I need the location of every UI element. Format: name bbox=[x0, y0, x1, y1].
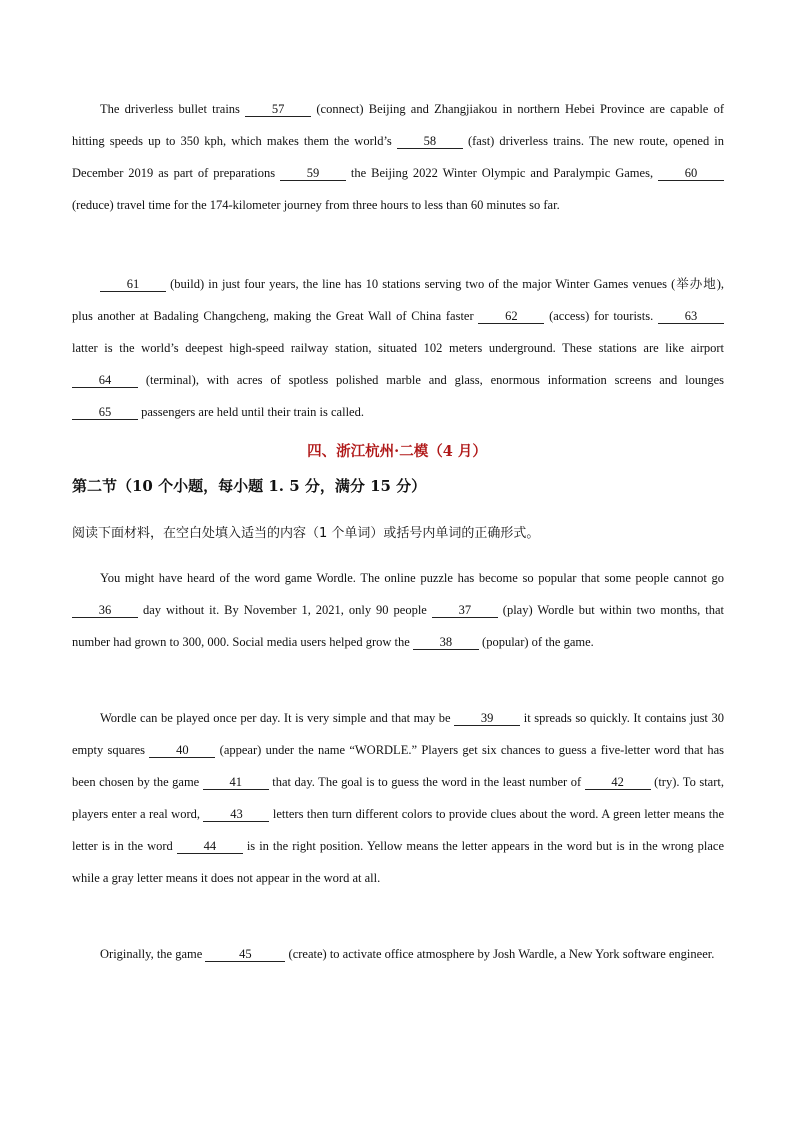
blank-58[interactable]: 58 bbox=[397, 134, 463, 149]
blank-65[interactable]: 65 bbox=[72, 405, 138, 420]
text-run: Originally, the game bbox=[100, 947, 206, 961]
blank-61[interactable]: 61 bbox=[100, 277, 166, 292]
blank-38[interactable]: 38 bbox=[413, 635, 479, 650]
passage-1-paragraph-2 bbox=[72, 268, 724, 428]
section-subtitle: 第二节（10 个小题，每小题 1. 5 分，满分 15 分） bbox=[72, 477, 427, 495]
text-run: (play) Wordle but within two months, that number had grown to 300, 000. Social media users helped grow the bbox=[72, 603, 725, 649]
text-run: passengers are held until their train is called. bbox=[138, 405, 364, 419]
text-run: (fast) driverless trains. The new route, opened in December 2019 as part of preparations bbox=[72, 134, 725, 180]
text-run: (terminal), with acres of spotless polished marble and glass, enormous information screens and lounges bbox=[138, 373, 724, 387]
blank-57[interactable]: 57 bbox=[245, 102, 311, 117]
text-run: (popular) of the game. bbox=[478, 635, 594, 649]
text-run: day without it. By November 1, 2021, only 90 people bbox=[138, 603, 432, 617]
text-run: (reduce) travel time for the 174-kilometer journey from three hours to less than 60 minutes so far. bbox=[72, 198, 560, 212]
blank-37[interactable]: 37 bbox=[432, 603, 498, 618]
text-run: You might have heard of the word game Wordle. The online puzzle has become so popular that some people cannot go bbox=[100, 571, 724, 585]
text-run: (access) for tourists. bbox=[544, 309, 658, 323]
passage-2-paragraph-2 bbox=[72, 702, 724, 894]
passage-1-paragraph-1 bbox=[72, 93, 724, 221]
blank-42[interactable]: 42 bbox=[585, 775, 651, 790]
text-run: (connect) Beijing and Zhangjiakou in northern Hebei Province are capable of hitting speeds up to 350 kph, which makes them the world’s bbox=[72, 102, 724, 148]
text-run: (build) in just four years, the line has 10 stations serving two of the major Winter Games venues (举办地), plus another at Badaling Changcheng, making the Great Wall of China faster bbox=[72, 277, 724, 323]
blank-60[interactable]: 60 bbox=[658, 166, 724, 181]
instruction-text: 阅读下面材料，在空白处填入适当的内容（1 个单词）或括号内单词的正确形式。 bbox=[72, 526, 540, 541]
text-run: latter is the world’s deepest high-speed railway station, situated 102 meters underground. These stations are like airport bbox=[72, 341, 724, 355]
text-run: (try). To start, players enter a real word, bbox=[72, 775, 724, 821]
text-run: (appear) under the name “WORDLE.” Players get six chances to guess a five-letter word that has been chosen by the game bbox=[72, 743, 725, 789]
text-run: that day. The goal is to guess the word in the least number of bbox=[268, 775, 585, 789]
text-run: the Beijing 2022 Winter Olympic and Paralympic Games, bbox=[346, 166, 658, 180]
section-title: 四、浙江杭州·二模（4 月） bbox=[307, 443, 487, 460]
text-run: it spreads so quickly. It contains just 30 empty squares bbox=[72, 711, 724, 757]
text-run: (create) to activate office atmosphere by Josh Wardle, a New York software engineer. bbox=[285, 947, 715, 961]
blank-39[interactable]: 39 bbox=[454, 711, 520, 726]
blank-45[interactable]: 45 bbox=[205, 947, 285, 962]
blank-63[interactable]: 63 bbox=[658, 309, 724, 324]
text-run: letters then turn different colors to provide clues about the word. A green letter means the letter is in the word bbox=[72, 807, 724, 853]
blank-64[interactable]: 64 bbox=[72, 373, 138, 388]
blank-41[interactable]: 41 bbox=[203, 775, 269, 790]
text-run: Wordle can be played once per day. It is very simple and that may be bbox=[100, 711, 455, 725]
passage-2-paragraph-3 bbox=[72, 938, 724, 970]
text-run: is in the right position. Yellow means the letter appears in the word but is in the wrong place while a gray letter means it does not appear in the word at all. bbox=[72, 839, 724, 885]
blank-36[interactable]: 36 bbox=[72, 603, 138, 618]
blank-62[interactable]: 62 bbox=[478, 309, 544, 324]
text-run: The driverless bullet trains bbox=[100, 102, 246, 116]
passage-2-paragraph-1 bbox=[72, 562, 724, 658]
blank-40[interactable]: 40 bbox=[149, 743, 215, 758]
blank-44[interactable]: 44 bbox=[177, 839, 243, 854]
blank-59[interactable]: 59 bbox=[280, 166, 346, 181]
blank-43[interactable]: 43 bbox=[203, 807, 269, 822]
